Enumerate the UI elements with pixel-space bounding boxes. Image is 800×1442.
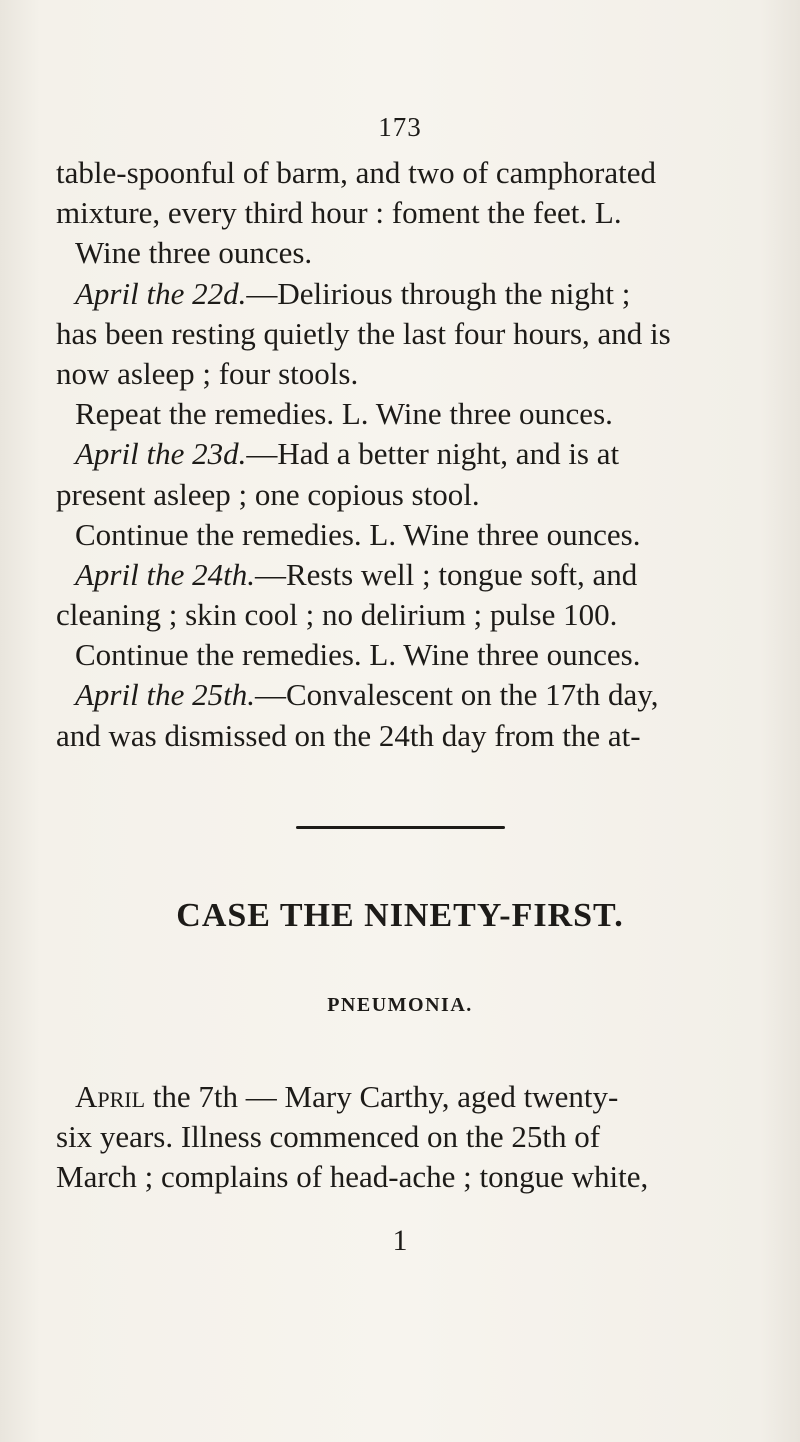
prescription-text: Continue the remedies. L. Wine three ounces. bbox=[75, 516, 641, 552]
entry-text: and was dismissed on the 24th day from the at- bbox=[56, 717, 641, 753]
section-divider bbox=[296, 826, 505, 829]
entry-line bbox=[56, 595, 736, 635]
entry-date: April the 25th. bbox=[75, 677, 255, 713]
entry-line bbox=[56, 716, 736, 756]
case-line bbox=[56, 1157, 738, 1197]
prescription-line bbox=[56, 394, 736, 434]
case-line bbox=[56, 1117, 738, 1157]
text-line bbox=[56, 193, 736, 233]
entry-date: April the 22d. bbox=[75, 275, 247, 311]
entry-text: —Convalescent on the 17th day, bbox=[254, 677, 659, 713]
entry-line bbox=[56, 434, 736, 474]
entry-text: now asleep ; four stools. bbox=[56, 355, 359, 391]
case-text: six years. Illness commenced on the 25th of bbox=[56, 1119, 601, 1155]
entry-text: —Delirious through the night ; bbox=[246, 275, 631, 311]
entry-date: April the 24th. bbox=[75, 556, 255, 592]
prescription-text: Continue the remedies. L. Wine three ounces. bbox=[75, 637, 641, 673]
entry-date: April the 23d. bbox=[75, 436, 247, 472]
entry-line bbox=[56, 475, 736, 515]
signature-mark: 1 bbox=[392, 1224, 408, 1257]
entry-line bbox=[56, 274, 736, 314]
case-subtitle: PNEUMONIA. bbox=[327, 994, 473, 1016]
entry-text: present asleep ; one copious stool. bbox=[56, 476, 480, 512]
prescription-line bbox=[56, 515, 736, 555]
entry-text: —Rests well ; tongue soft, and bbox=[254, 556, 638, 592]
page-number: 173 bbox=[378, 112, 422, 142]
entry-line bbox=[56, 354, 736, 394]
entry-text: cleaning ; skin cool ; no delirium ; pulse 100. bbox=[56, 597, 618, 633]
prescription-line bbox=[56, 635, 736, 675]
entry-text: has been resting quietly the last four hours, and is bbox=[56, 315, 671, 351]
entry-line bbox=[56, 314, 736, 354]
entry-line bbox=[56, 675, 736, 715]
case-lead: April bbox=[75, 1079, 146, 1114]
text-line-content: table-spoonful of barm, and two of camphorated bbox=[56, 155, 657, 190]
case-text: March ; complains of head-ache ; tongue white, bbox=[56, 1159, 649, 1195]
case-line bbox=[56, 1077, 738, 1117]
text-line bbox=[56, 233, 736, 273]
case-text: the 7th — Mary Carthy, aged twenty- bbox=[152, 1079, 619, 1114]
entry-text: —Had a better night, and is at bbox=[246, 436, 620, 472]
body-text bbox=[56, 153, 736, 756]
case-body bbox=[56, 1077, 738, 1198]
text-line-content: Wine three ounces. bbox=[75, 235, 313, 271]
prescription-text: Repeat the remedies. L. Wine three ounces. bbox=[75, 396, 613, 432]
text-line-content: mixture, every third hour : foment the feet. L. bbox=[56, 195, 622, 231]
case-title: CASE THE NINETY-FIRST. bbox=[176, 897, 624, 934]
text-line bbox=[56, 153, 736, 193]
entry-line bbox=[56, 555, 736, 595]
